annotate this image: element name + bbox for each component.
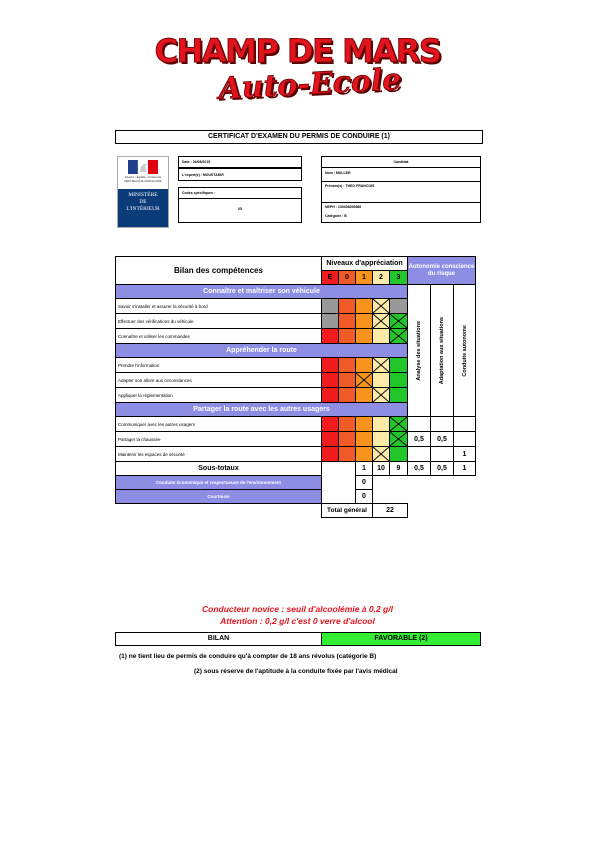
level-cell bbox=[373, 373, 390, 388]
table-row bbox=[116, 490, 476, 504]
candidate-nom: Nom : MULLER bbox=[325, 171, 351, 175]
level-cell bbox=[322, 447, 339, 462]
spacer bbox=[339, 490, 356, 504]
level-cell bbox=[339, 388, 356, 403]
spacer bbox=[454, 476, 476, 490]
candidate-header: Candidat bbox=[322, 157, 480, 168]
subtotal-value: 0,5 bbox=[408, 462, 431, 476]
autonomy-value bbox=[431, 417, 454, 432]
table-row bbox=[116, 462, 476, 476]
level-cell bbox=[339, 299, 356, 314]
ministry-name-line: MINISTÈRE bbox=[128, 192, 158, 198]
autonomy-value bbox=[431, 447, 454, 462]
level-cell bbox=[356, 432, 373, 447]
bilan-label: BILAN bbox=[115, 632, 322, 646]
level-cell bbox=[339, 432, 356, 447]
candidate-box bbox=[321, 156, 481, 223]
competence-table bbox=[115, 256, 476, 518]
subtotal-label: Sous-totaux bbox=[116, 462, 322, 476]
level-cell bbox=[356, 388, 373, 403]
spacer bbox=[431, 504, 454, 518]
certificate-title: CERTIFICAT D'EXAMEN DU PERMIS DE CONDUIRE (1) bbox=[115, 130, 483, 144]
ministry-name-line: DE bbox=[139, 199, 147, 205]
level-cell bbox=[339, 417, 356, 432]
table-row bbox=[116, 447, 476, 462]
exam-expert: L'expert(e) : MOUSTAKIR bbox=[182, 173, 224, 177]
spacer bbox=[373, 490, 390, 504]
bilan-result: FAVORABLE (2) bbox=[321, 632, 481, 646]
level-cell bbox=[356, 314, 373, 329]
subtotal-empty bbox=[339, 462, 356, 476]
table-row bbox=[116, 285, 476, 299]
level-cell bbox=[356, 417, 373, 432]
level-cell bbox=[322, 299, 339, 314]
level-cell bbox=[322, 417, 339, 432]
level-cell bbox=[373, 432, 390, 447]
level-cell bbox=[356, 329, 373, 344]
level-cell-checked bbox=[373, 447, 390, 462]
spacer bbox=[322, 476, 339, 490]
ministry-republic: RÉPUBLIQUE FRANÇAISE bbox=[124, 179, 162, 183]
table-row bbox=[116, 476, 476, 490]
autonomy-col-label: Analyse des situations bbox=[416, 320, 422, 381]
level-cell bbox=[390, 388, 408, 403]
table-row bbox=[116, 417, 476, 432]
level-cell bbox=[322, 358, 339, 373]
level-cell-checked bbox=[390, 314, 408, 329]
subtotal-value: 0,5 bbox=[431, 462, 454, 476]
spacer bbox=[454, 504, 476, 518]
section-title: Appréhender la route bbox=[116, 344, 408, 358]
table-title: Bilan des compétences bbox=[116, 257, 322, 285]
spacer bbox=[408, 490, 431, 504]
subtotal-value: 1 bbox=[454, 462, 476, 476]
cross-mark-icon bbox=[373, 358, 389, 372]
ministry-motto: Liberté • Égalité • Fraternité bbox=[124, 175, 162, 179]
level-cell bbox=[373, 329, 390, 344]
level-cell-checked bbox=[390, 432, 408, 447]
spacer bbox=[322, 490, 339, 504]
candidate-categorie: Catégorie : B bbox=[325, 214, 347, 218]
spacer bbox=[390, 490, 408, 504]
novice-alcohol-attention: Attention : 0,2 g/l c'est 0 verre d'alcool bbox=[220, 616, 375, 626]
level-cell bbox=[322, 314, 339, 329]
spacer bbox=[408, 504, 431, 518]
level-cell bbox=[339, 373, 356, 388]
competence-label: Communiquer avec les autres usagers bbox=[116, 417, 322, 432]
subtotal-value: 10 bbox=[373, 462, 390, 476]
level-cell bbox=[356, 299, 373, 314]
autonomy-value bbox=[454, 432, 476, 447]
eco-label: Conduite économique et respectueuse de l'environnement bbox=[116, 476, 322, 490]
section-title: Partager la route avec les autres usagers bbox=[116, 403, 408, 417]
spacer bbox=[431, 476, 454, 490]
autonomy-value bbox=[408, 417, 431, 432]
level-cell bbox=[322, 329, 339, 344]
cross-mark-icon bbox=[356, 373, 372, 387]
exam-code-box bbox=[178, 187, 302, 223]
cross-mark-icon bbox=[373, 447, 389, 461]
exam-date: Date : 04/08/2015 bbox=[182, 160, 211, 164]
level-3: 3 bbox=[390, 271, 408, 285]
candidate-neph: NEPH : 130408200886 bbox=[325, 205, 362, 209]
spacer bbox=[373, 476, 390, 490]
autonomy-col bbox=[408, 285, 431, 417]
autonomy-value: 0,5 bbox=[431, 432, 454, 447]
autonomy-value: 0,5 bbox=[408, 432, 431, 447]
spacer bbox=[454, 490, 476, 504]
level-cell bbox=[390, 373, 408, 388]
ministry-name-line: L'INTÉRIEUR bbox=[126, 206, 160, 212]
competence-label: Partager la chaussée bbox=[116, 432, 322, 447]
spacer bbox=[431, 490, 454, 504]
level-cell-checked bbox=[373, 358, 390, 373]
level-cell bbox=[339, 314, 356, 329]
level-1: 1 bbox=[356, 271, 373, 285]
level-cell-checked bbox=[356, 373, 373, 388]
competence-label: Appliquer la réglementation bbox=[116, 388, 322, 403]
school-logo-name: CHAMP DE MARS bbox=[154, 32, 441, 70]
subtotal-value: 9 bbox=[390, 462, 408, 476]
cross-mark-icon bbox=[373, 299, 389, 313]
subtotal-value: 1 bbox=[356, 462, 373, 476]
autonomy-col-label: Conduite autonome bbox=[461, 324, 468, 377]
autonomy-value bbox=[408, 447, 431, 462]
level-cell bbox=[390, 447, 408, 462]
total-value: 22 bbox=[373, 504, 408, 518]
level-cell bbox=[339, 358, 356, 373]
school-logo-subtitle: Auto-Ecole bbox=[217, 62, 403, 107]
level-cell-checked bbox=[373, 299, 390, 314]
level-cell-checked bbox=[373, 314, 390, 329]
footnote-1: (1) ne tient lieu de permis de conduire qu'à compter de 18 ans révolus (catégorie B) bbox=[119, 653, 377, 660]
cross-mark-icon bbox=[390, 314, 407, 328]
total-label: Total général bbox=[322, 504, 373, 518]
section-title: Connaître et maîtriser son véhicule bbox=[116, 285, 408, 299]
cross-mark-icon bbox=[373, 388, 389, 402]
spacer bbox=[116, 504, 322, 518]
level-cell-checked bbox=[390, 417, 408, 432]
cross-mark-icon bbox=[390, 417, 407, 431]
level-cell bbox=[322, 373, 339, 388]
marianne-flag-icon bbox=[128, 160, 158, 174]
level-cell bbox=[373, 417, 390, 432]
footnote-2: (2) sous réserve de l'aptitude à la conduite fixée par l'avis médical bbox=[194, 668, 398, 675]
autonomy-col-label: Adaptation aux situations bbox=[439, 316, 445, 385]
exam-date-box bbox=[178, 156, 302, 168]
level-cell-checked bbox=[373, 388, 390, 403]
table-row bbox=[116, 504, 476, 518]
level-cell bbox=[339, 329, 356, 344]
spacer bbox=[408, 476, 431, 490]
table-row bbox=[116, 432, 476, 447]
subtotal-empty bbox=[322, 462, 339, 476]
exam-expert-box bbox=[178, 168, 302, 181]
bilan-row bbox=[115, 632, 481, 646]
candidate-prenom: Prénom(s) : THEO FRANCOIS bbox=[325, 184, 375, 188]
eco-value: 0 bbox=[356, 476, 373, 490]
level-E: E bbox=[322, 271, 339, 285]
level-cell-checked bbox=[390, 329, 408, 344]
competence-label: Connaître et utiliser les commandes bbox=[116, 329, 322, 344]
competence-label: Adapter son allure aux circonstances bbox=[116, 373, 322, 388]
competence-label: Effectuer des vérifications du véhicule bbox=[116, 314, 322, 329]
competence-label: Savoir s'installer et assurer la sécurité à bord bbox=[116, 299, 322, 314]
level-cell bbox=[356, 358, 373, 373]
level-2: 2 bbox=[373, 271, 390, 285]
spacer bbox=[390, 476, 408, 490]
autonomy-value: 1 bbox=[454, 447, 476, 462]
autonomy-col bbox=[431, 285, 454, 417]
courtesy-value: 0 bbox=[356, 490, 373, 504]
level-cell bbox=[322, 432, 339, 447]
cross-mark-icon bbox=[390, 329, 407, 343]
courtesy-label: Courtoisie bbox=[116, 490, 322, 504]
level-cell bbox=[390, 299, 408, 314]
level-cell bbox=[322, 388, 339, 403]
cross-mark-icon bbox=[390, 432, 407, 446]
level-cell bbox=[339, 447, 356, 462]
level-0: 0 bbox=[339, 271, 356, 285]
autonomy-col bbox=[454, 285, 476, 417]
cross-mark-icon bbox=[373, 314, 389, 328]
levels-header: Niveaux d'appréciation bbox=[322, 257, 408, 271]
competence-label: Prendre l'information bbox=[116, 358, 322, 373]
exam-code-label: Codes spécifiques : bbox=[182, 191, 216, 195]
exam-code-value: 05 bbox=[238, 207, 242, 211]
autonomy-header: Autonomie conscience du risque bbox=[408, 257, 476, 285]
level-cell bbox=[356, 447, 373, 462]
table-row bbox=[116, 257, 476, 271]
level-cell bbox=[390, 358, 408, 373]
novice-alcohol-warning: Conducteur novice : seuil d'alcoolémie à 0,2 g/l bbox=[202, 604, 393, 614]
ministry-logo bbox=[117, 156, 169, 228]
autonomy-value bbox=[454, 417, 476, 432]
competence-label: Maintenir les espaces de sécurité bbox=[116, 447, 322, 462]
spacer bbox=[339, 476, 356, 490]
